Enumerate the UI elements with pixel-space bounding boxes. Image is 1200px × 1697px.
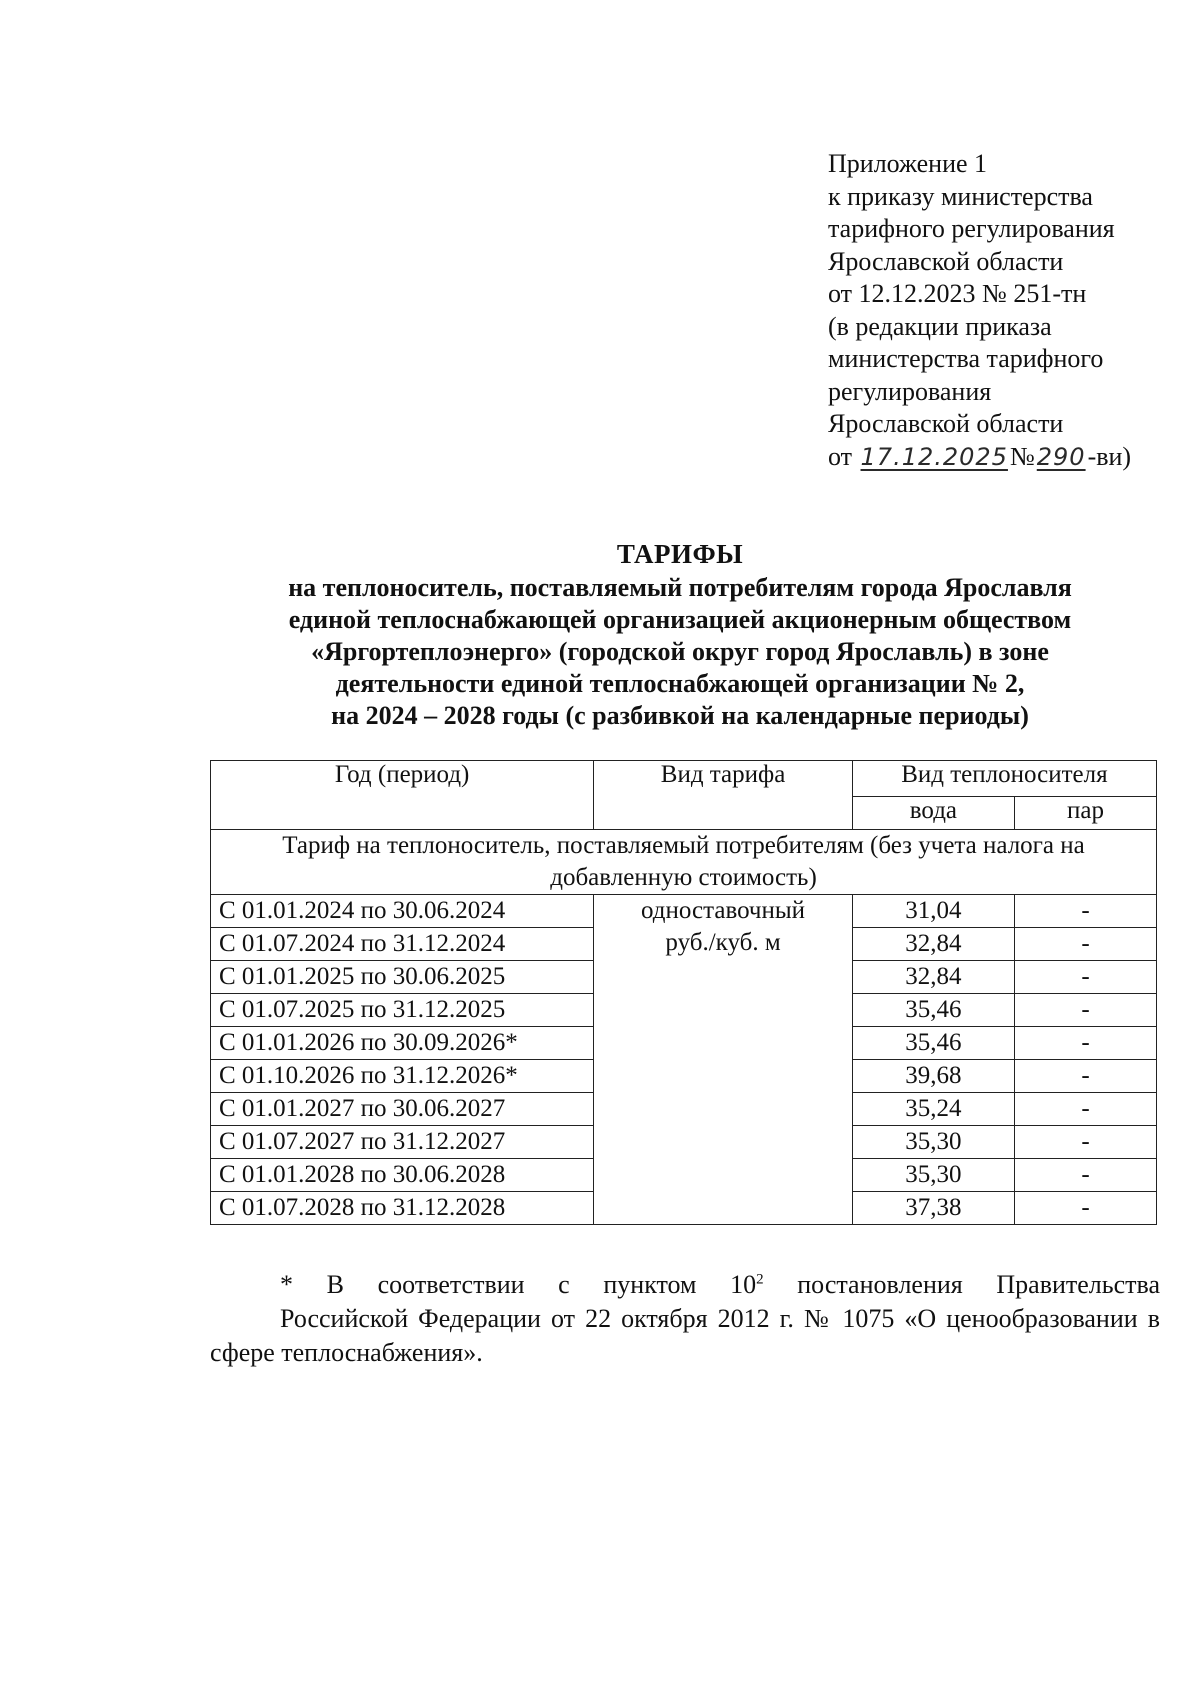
appendix-suffix: -ви): [1087, 441, 1132, 471]
appendix-line: регулирования: [828, 376, 992, 406]
appendix-line: тарифного регулирования: [828, 214, 1115, 243]
appendix-amendment-line: [828, 441, 1168, 474]
period-cell: С 01.01.2027 по 30.06.2027: [211, 1093, 594, 1126]
water-tariff-cell: 31,04: [852, 895, 1014, 928]
period-cell: С 01.01.2025 по 30.06.2025: [211, 961, 594, 994]
footnote-line-3: сфере теплоснабжения».: [210, 1338, 483, 1367]
steam-tariff-cell: -: [1015, 1093, 1157, 1126]
water-tariff-cell: 35,24: [852, 1093, 1014, 1126]
appendix-block: [828, 148, 1168, 473]
appendix-line: от 12.12.2023 № 251-тн: [828, 279, 1087, 308]
steam-tariff-cell: -: [1015, 895, 1157, 928]
table-row: [211, 895, 1157, 928]
footnote: [210, 1268, 1160, 1370]
period-cell: С 01.07.2028 по 31.12.2028: [211, 1192, 594, 1225]
footnote-text: * В соответствии с пунктом 10: [280, 1270, 757, 1299]
period-cell: С 01.07.2027 по 31.12.2027: [211, 1126, 594, 1159]
steam-tariff-cell: -: [1015, 994, 1157, 1027]
header-carrier: Вид теплоносителя: [852, 761, 1156, 797]
water-tariff-cell: 32,84: [852, 928, 1014, 961]
steam-tariff-cell: -: [1015, 1192, 1157, 1225]
number-sign: №: [1009, 441, 1035, 471]
steam-tariff-cell: -: [1015, 1126, 1157, 1159]
tariff-type-line: одноставочный: [641, 897, 806, 924]
header-steam: пар: [1015, 796, 1157, 830]
period-cell: С 01.07.2025 по 31.12.2025: [211, 994, 594, 1027]
period-cell: С 01.01.2028 по 30.06.2028: [211, 1159, 594, 1192]
header-period: Год (период): [211, 761, 594, 830]
water-tariff-cell: 37,38: [852, 1192, 1014, 1225]
steam-tariff-cell: -: [1015, 1159, 1157, 1192]
tariff-table: [210, 760, 1157, 1225]
water-tariff-cell: 35,46: [852, 994, 1014, 1027]
period-cell: С 01.07.2024 по 31.12.2024: [211, 928, 594, 961]
steam-tariff-cell: -: [1015, 1027, 1157, 1060]
title-line: единой теплоснабжающей организацией акционерным обществом: [288, 605, 1072, 634]
tariff-type-line: руб./куб. м: [665, 929, 781, 956]
steam-tariff-cell: -: [1015, 928, 1157, 961]
title-line: на теплоноситель, поставляемый потребителям города Ярославля: [288, 573, 1072, 602]
header-tariff-type: Вид тарифа: [594, 761, 853, 830]
appendix-prefix: от: [828, 441, 853, 471]
appendix-line: Ярославской области: [828, 246, 1064, 276]
appendix-line: Ярославской области: [828, 409, 1064, 438]
steam-tariff-cell: -: [1015, 961, 1157, 994]
appendix-line: Приложение 1: [828, 149, 988, 178]
footnote-text: постановления Правительства: [763, 1270, 1161, 1299]
appendix-line: министерства тарифного: [828, 344, 1104, 373]
header-water: вода: [852, 796, 1014, 830]
steam-tariff-cell: -: [1015, 1060, 1157, 1093]
title-line: «Яргортеплоэнерго» (городской округ город Ярославль) в зоне: [311, 637, 1049, 666]
water-tariff-cell: 35,30: [852, 1126, 1014, 1159]
water-tariff-cell: 35,46: [852, 1027, 1014, 1060]
footnote-line-1: [210, 1268, 1160, 1302]
period-cell: С 01.01.2024 по 30.06.2024: [211, 895, 594, 928]
tariff-type-cell: [594, 895, 853, 1225]
appendix-line: (в редакции приказа: [828, 311, 1052, 341]
water-tariff-cell: 39,68: [852, 1060, 1014, 1093]
footnote-superscript: 2: [756, 1271, 764, 1288]
document-title: [180, 538, 1180, 732]
appendix-line: к приказу министерства: [828, 181, 1093, 211]
footnote-line-2: Российской Федерации от 22 октября 2012 г. № 1075 «О ценообразовании в: [280, 1304, 1160, 1333]
water-tariff-cell: 32,84: [852, 961, 1014, 994]
section-title: Тариф на теплоноситель, поставляемый потребителям (без учета налога на добавленную стоимость): [211, 830, 1157, 895]
water-tariff-cell: 35,30: [852, 1159, 1014, 1192]
handwritten-date: 17.12.2025: [860, 442, 1008, 471]
period-cell: С 01.01.2026 по 30.09.2026*: [211, 1027, 594, 1060]
handwritten-number: 290: [1036, 442, 1086, 471]
title-line: на 2024 – 2028 годы (с разбивкой на календарные периоды): [331, 701, 1029, 730]
title-main: ТАРИФЫ: [616, 539, 744, 569]
period-cell: С 01.10.2026 по 31.12.2026*: [211, 1060, 594, 1093]
title-line: деятельности единой теплоснабжающей организации № 2,: [335, 669, 1025, 698]
